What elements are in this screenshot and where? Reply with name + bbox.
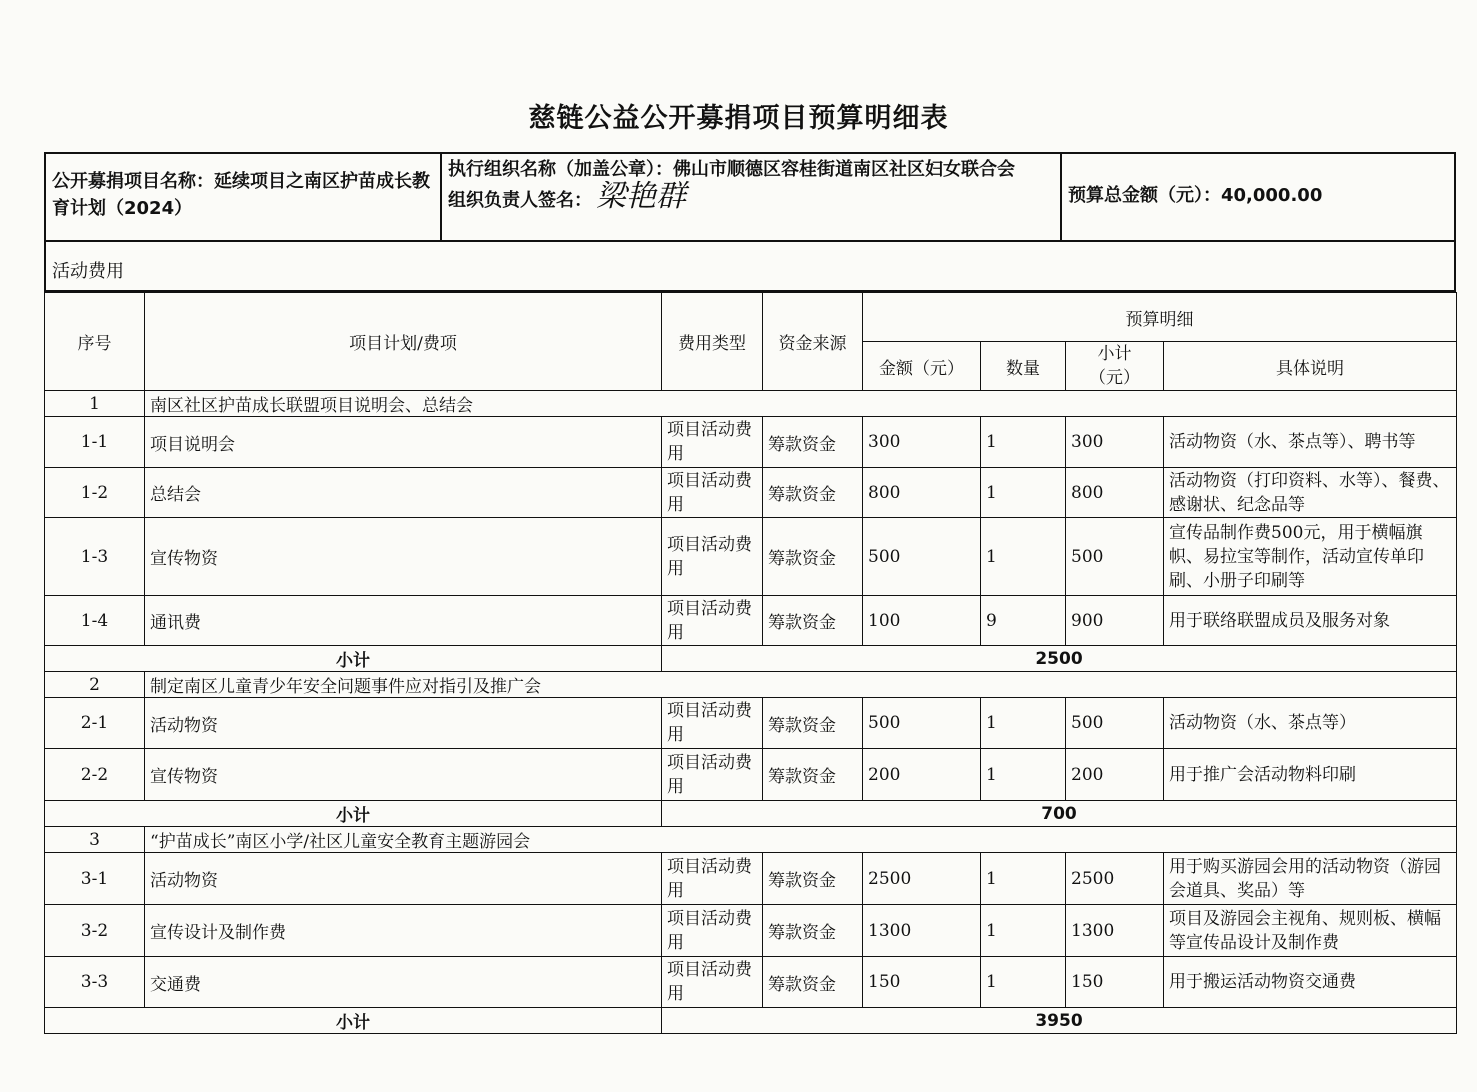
row-type: 项目活动费用: [662, 853, 763, 905]
row-qty: 1: [981, 853, 1066, 905]
col-seq: 序号: [45, 293, 145, 391]
total-budget: 预算总金额（元）：40,000.00: [1068, 184, 1323, 206]
row-subtotal: 150: [1066, 957, 1164, 1008]
row-source: 筹款资金: [763, 749, 863, 801]
row-amount: 150: [863, 957, 981, 1008]
project-name: 公开募捐项目名称：延续项目之南区护苗成长教育计划（2024）: [46, 154, 442, 240]
row-source: 筹款资金: [763, 468, 863, 518]
row-amount: 1300: [863, 905, 981, 957]
org-info: [442, 154, 1062, 240]
section-label: 活动费用: [44, 242, 1456, 292]
row-item: 宣传设计及制作费: [145, 905, 662, 957]
row-item: 交通费: [145, 957, 662, 1008]
row-desc: 项目及游园会主视角、规则板、横幅等宣传品设计及制作费: [1164, 905, 1457, 957]
signer-label: 组织负责人签名：: [448, 190, 592, 211]
row-desc: 用于搬运活动物资交通费: [1164, 957, 1457, 1008]
col-subtotal: [1066, 342, 1164, 391]
row-item: 活动物资: [145, 698, 662, 749]
signature: 梁艳群: [596, 179, 686, 214]
table-row: [45, 417, 1457, 468]
row-type: 项目活动费用: [662, 957, 763, 1008]
row-amount: 200: [863, 749, 981, 801]
row-desc: 用于推广会活动物料印刷: [1164, 749, 1457, 801]
subtotal-label: 小计: [45, 801, 662, 827]
budget-table: [44, 292, 1457, 1034]
group-title: 南区社区护苗成长联盟项目说明会、总结会: [145, 391, 1457, 417]
signer-line: [448, 179, 1054, 214]
col-desc: 具体说明: [1164, 342, 1457, 391]
row-item: 活动物资: [145, 853, 662, 905]
row-type: 项目活动费用: [662, 749, 763, 801]
row-type: 项目活动费用: [662, 468, 763, 518]
row-desc: 活动物资（水、茶点等）: [1164, 698, 1457, 749]
row-subtotal: 500: [1066, 518, 1164, 596]
row-qty: 1: [981, 417, 1066, 468]
row-desc: 活动物资（打印资料、水等）、餐费、感谢状、纪念品等: [1164, 468, 1457, 518]
table-row: [45, 905, 1457, 957]
row-desc: 活动物资（水、茶点等）、聘书等: [1164, 417, 1457, 468]
row-type: 项目活动费用: [662, 698, 763, 749]
row-qty: 9: [981, 596, 1066, 646]
col-source: 资金来源: [763, 293, 863, 391]
row-qty: 1: [981, 518, 1066, 596]
group-seq: 1: [45, 391, 145, 417]
subtotal-label: 小计: [45, 1008, 662, 1034]
group-title: “护苗成长”南区小学/社区儿童安全教育主题游园会: [145, 827, 1457, 853]
group-row: [45, 827, 1457, 853]
row-desc: 宣传品制作费500元，用于横幅旗帜、易拉宝等制作，活动宣传单印刷、小册子印刷等: [1164, 518, 1457, 596]
row-desc: 用于联络联盟成员及服务对象: [1164, 596, 1457, 646]
row-item: 宣传物资: [145, 749, 662, 801]
row-type: 项目活动费用: [662, 596, 763, 646]
row-amount: 500: [863, 518, 981, 596]
subtotal-row: [45, 1008, 1457, 1034]
row-source: 筹款资金: [763, 905, 863, 957]
col-qty: 数量: [981, 342, 1066, 391]
row-source: 筹款资金: [763, 853, 863, 905]
page-title: 慈链公益公开募捐项目预算明细表: [528, 103, 949, 134]
row-seq: 2-2: [45, 749, 145, 801]
row-seq: 1-2: [45, 468, 145, 518]
subtotal-row: [45, 646, 1457, 672]
row-seq: 3-2: [45, 905, 145, 957]
col-budget-detail: 预算明细: [863, 293, 1457, 342]
table-row: [45, 596, 1457, 646]
row-item: 宣传物资: [145, 518, 662, 596]
group-row: [45, 672, 1457, 698]
row-item: 项目说明会: [145, 417, 662, 468]
org-name: 执行组织名称（加盖公章）：佛山市顺德区容桂街道南区社区妇女联合会: [448, 159, 1015, 180]
row-amount: 300: [863, 417, 981, 468]
table-row: [45, 518, 1457, 596]
row-source: 筹款资金: [763, 596, 863, 646]
row-amount: 100: [863, 596, 981, 646]
table-row: [45, 853, 1457, 905]
row-source: 筹款资金: [763, 698, 863, 749]
group-seq: 2: [45, 672, 145, 698]
row-seq: 3-3: [45, 957, 145, 1008]
row-qty: 1: [981, 905, 1066, 957]
row-item: 总结会: [145, 468, 662, 518]
row-source: 筹款资金: [763, 417, 863, 468]
subtotal-value: 700: [662, 801, 1457, 827]
table-row: [45, 698, 1457, 749]
row-seq: 1-4: [45, 596, 145, 646]
row-amount: 800: [863, 468, 981, 518]
group-title: 制定南区儿童青少年安全问题事件应对指引及推广会: [145, 672, 1457, 698]
row-type: 项目活动费用: [662, 518, 763, 596]
row-seq: 1-3: [45, 518, 145, 596]
group-row: [45, 391, 1457, 417]
row-source: 筹款资金: [763, 518, 863, 596]
col-item: 项目计划/费项: [145, 293, 662, 391]
row-subtotal: 500: [1066, 698, 1164, 749]
row-subtotal: 2500: [1066, 853, 1164, 905]
row-subtotal: 200: [1066, 749, 1164, 801]
row-source: 筹款资金: [763, 957, 863, 1008]
row-subtotal: 1300: [1066, 905, 1164, 957]
row-amount: 500: [863, 698, 981, 749]
row-qty: 1: [981, 957, 1066, 1008]
subtotal-row: [45, 801, 1457, 827]
row-seq: 1-1: [45, 417, 145, 468]
subtotal-value: 2500: [662, 646, 1457, 672]
subtotal-value: 3950: [662, 1008, 1457, 1034]
row-type: 项目活动费用: [662, 417, 763, 468]
row-seq: 2-1: [45, 698, 145, 749]
row-amount: 2500: [863, 853, 981, 905]
row-subtotal: 300: [1066, 417, 1164, 468]
row-desc: 用于购买游园会用的活动物资（游园会道具、奖品）等: [1164, 853, 1457, 905]
table-row: [45, 749, 1457, 801]
row-qty: 1: [981, 468, 1066, 518]
project-header: [44, 152, 1456, 242]
table-row: [45, 468, 1457, 518]
col-amount: 金额（元）: [863, 342, 981, 391]
row-seq: 3-1: [45, 853, 145, 905]
row-type: 项目活动费用: [662, 905, 763, 957]
row-item: 通讯费: [145, 596, 662, 646]
row-subtotal: 800: [1066, 468, 1164, 518]
row-qty: 1: [981, 698, 1066, 749]
subtotal-label: 小计: [45, 646, 662, 672]
col-type: 费用类型: [662, 293, 763, 391]
col-subtotal-line2: （元）: [1089, 368, 1140, 388]
row-subtotal: 900: [1066, 596, 1164, 646]
group-seq: 3: [45, 827, 145, 853]
table-row: [45, 957, 1457, 1008]
row-qty: 1: [981, 749, 1066, 801]
col-subtotal-line1: 小计: [1097, 344, 1132, 364]
